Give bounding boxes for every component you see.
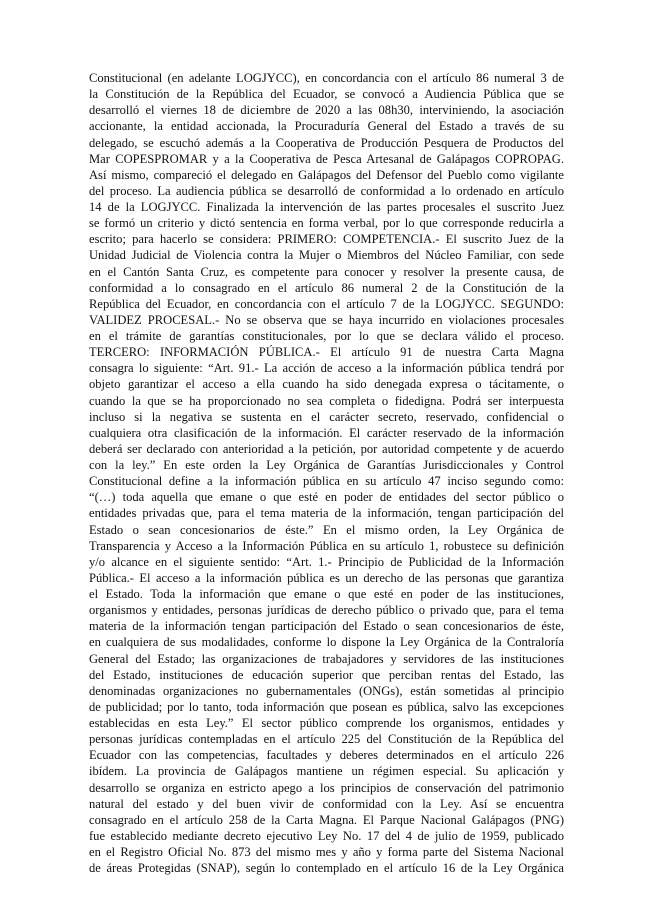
text-line: con la ley.” En este orden la Ley Orgánica de Garantías Jurisdiccionales y Control: [89, 458, 564, 472]
text-line: desarrollo se organiza en estricto apego a los principios de conservación del patrimonio: [89, 780, 564, 795]
text-line: cuando la que se ha proporcionado no sea completa o fidedigna. Podrá ser interpuesta: [89, 393, 564, 408]
text-line: Así mismo, compareció el delegado en Galápagos del Defensor del Pueblo como vigilante: [89, 167, 564, 182]
text-line: incluso si la negativa se sustenta en el carácter secreto, reservado, confidencial o: [89, 409, 564, 424]
text-line: consagra lo siguiente: “Art. 91.- La acción de acceso a la información pública tendrá por: [89, 361, 564, 376]
text-line: establecidas en esta Ley.” El sector público comprende los organismos, entidades y: [89, 716, 564, 730]
text-line: personas jurídicas contempladas en el artículo 225 del Constitución de la República del: [89, 732, 564, 747]
text-line: en el trámite de garantías constitucionales, por lo que se declara válido el proceso.: [89, 329, 564, 343]
text-line: Constitucional define a la información pública en su artículo 47 inciso segundo como:: [89, 474, 564, 489]
text-line: República del Ecuador, en concordancia con el artículo 7 de la LOGJYCC. SEGUNDO:: [89, 296, 564, 311]
text-line: de áreas Protegidas (SNAP), según lo contemplado en el artículo 16 de la Ley Orgánica: [89, 861, 564, 876]
text-line: conformidad a lo consagrado en el artículo 86 numeral 2 de la Constitución de la: [89, 280, 564, 295]
text-line: 14 de la LOGJYCC. Finalizada la intervención de las partes procesales el suscrito Juez: [89, 200, 564, 214]
text-line: ibídem. La provincia de Galápagos mantiene un régimen especial. Su aplicación y: [89, 764, 564, 779]
text-line: entidades privadas que, para el tema materia de la información, tengan participación del: [89, 506, 564, 521]
text-line: objeto garantizar el acceso a ella cuando ha sido denegada expresa o tácitamente, o: [89, 377, 564, 392]
text-line: Unidad Judicial de Violencia contra la Mujer o Miembros del Núcleo Familiar, con sede: [89, 248, 564, 263]
text-line: cualquiera otra clasificación de la información. El carácter reservado de la información: [89, 425, 564, 440]
text-line: en cualquiera de sus modalidades, conforme lo dispone la Ley Orgánica de la Contraloría: [89, 635, 564, 650]
text-line: en el Cantón Santa Cruz, es competente para conocer y resolver la presente causa, de: [89, 264, 564, 279]
text-line: el Estado. Toda la información que emane o que esté en poder de las instituciones,: [89, 587, 564, 601]
text-line: la Constitución de la República del Ecuador, se convocó a Audiencia Pública que se: [89, 87, 564, 102]
text-line: TERCERO: INFORMACIÓN PÚBLICA.- El artículo 91 de nuestra Carta Magna: [89, 345, 564, 360]
text-line: consagrado en el artículo 258 de la Carta Magna. El Parque Nacional Galápagos (PNG): [89, 812, 564, 827]
text-line: en el Registro Oficial No. 873 del mismo mes y año y forma parte del Sistema Nacional: [89, 845, 564, 859]
text-line: Transparencia y Acceso a la Información Pública en su artículo 1, robustece su definición: [89, 538, 564, 553]
text-line: de publicidad; por lo tanto, toda información que posean es pública, salvo las excepciones: [89, 699, 564, 714]
text-line: denominadas organizaciones no gubernamentales (ONGs), están sometidas al principio: [89, 683, 564, 698]
text-line: “(…) toda aquella que emane o que esté en poder de entidades del sector público o: [89, 490, 564, 505]
text-line: deberá ser declarado con anterioridad a la petición, por autoridad competente y de acuerdo: [89, 441, 564, 456]
text-line: General del Estado; las organizaciones de trabajadores y servidores de las instituciones: [89, 651, 564, 666]
body-paragraph: [89, 70, 564, 876]
text-line: organismos y entidades, personas jurídicas de derecho público o privado que, para el tema: [89, 603, 564, 618]
text-line: delegado, se escuchó además a la Cooperativa de Producción Pesquera de Productos del: [89, 135, 564, 150]
text-line: VALIDEZ PROCESAL.- No se observa que se haya incurrido en violaciones procesales: [89, 312, 564, 327]
text-line: accionante, la entidad accionada, la Procuraduría General del Estado a través de su: [89, 119, 564, 134]
text-line: Ecuador con las competencias, facultades y deberes determinados en el artículo 226: [89, 748, 564, 763]
text-line: Constitucional (en adelante LOGJYCC), en concordancia con el artículo 86 numeral 3 de: [89, 71, 564, 85]
text-line: del Estado, instituciones de educación superior que perciban rentas del Estado, las: [89, 667, 564, 682]
text-line: desarrolló el viernes 18 de diciembre de 2020 a las 08h30, interviniendo, la asociación: [89, 103, 564, 118]
text-line: se formó un criterio y dictó sentencia en forma verbal, por lo que corresponde reducirla a: [89, 216, 564, 231]
text-line: Mar COPESPROMAR y a la Cooperativa de Pesca Artesanal de Galápagos COPROPAG.: [89, 151, 564, 166]
text-line: materia de la información tengan participación del Estado o sean concesionarios de éste,: [89, 619, 564, 634]
text-line: escrito; para hacerlo se considera: PRIMERO: COMPETENCIA.- El suscrito Juez de la: [89, 232, 564, 247]
text-line: del proceso. La audiencia pública se desarrolló de conformidad a lo ordenado en artículo: [89, 183, 564, 198]
text-line: Pública.- El acceso a la información pública es un derecho de las personas que garantiza: [89, 570, 564, 585]
text-line: fue establecido mediante decreto ejecutivo Ley No. 17 del 4 de julio de 1959, publicado: [89, 828, 564, 843]
text-line: y/o alcance en el siguiente sentido: “Art. 1.- Principio de Publicidad de la Información: [89, 554, 564, 569]
text-line: Estado o sean concesionarios de éste.” En el mismo orden, la Ley Orgánica de: [89, 522, 564, 537]
text-line: natural del estado y del buen vivir de conformidad con la Ley. Así se encuentra: [89, 796, 564, 811]
